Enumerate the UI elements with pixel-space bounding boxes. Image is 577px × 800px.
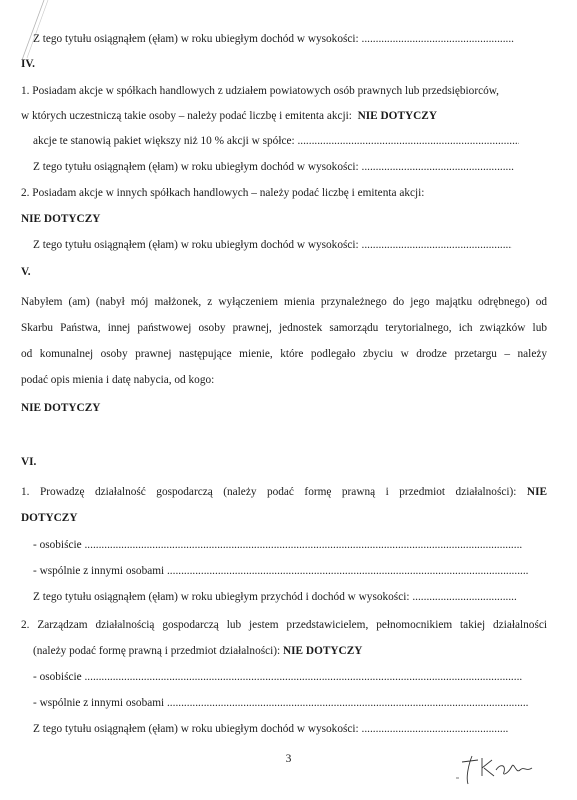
section-vi-p2-personal: - osobiście ..... xyxy=(33,670,547,684)
section-vi-p2-line-a: 2. Zarządzam działalnością gospodarczą lub jestem przedstawicielem, pełnomocnikiem takiej działalności xyxy=(21,619,547,631)
section-v-heading: V. xyxy=(21,266,31,278)
not-applicable-value: NIE DOTYCZY xyxy=(357,110,437,122)
section-iv-p1-line-a: 1. Posiadam akcje w spółkach handlowych z udziałem powiatowych osób prawnych lub przedsiębiorców, xyxy=(21,85,499,97)
section-vi-p1-income: Z tego tytułu osiągnąłem (ęłam) w roku ubiegłym przychód i dochód w wysokości: ..... xyxy=(33,590,547,604)
section-v-line-b: Skarbu Państwa, innej państwowej osoby prawnej, jednostek samorządu terytorialnego, ich związków lub xyxy=(21,322,547,334)
section-vi-p2-jointly: - wspólnie z innymi osobami ..... xyxy=(33,696,547,710)
section-vi-heading: VI. xyxy=(21,456,37,468)
section-v-value: NIE DOTYCZY xyxy=(21,402,101,414)
section-vi-p1-line-a: 1. Prowadzę działalność gospodarczą (należy podać formę prawną i przedmiot działalności): NIE xyxy=(21,486,547,498)
section-iv-p2-value: NIE DOTYCZY xyxy=(21,213,101,225)
section-v-line-d: podać opis mienia i datę nabycia, od kogo: xyxy=(21,374,215,386)
page-number: 3 xyxy=(285,753,292,765)
section-iv-p2-line-c: Z tego tytułu osiągnąłem (ęłam) w roku ubiegłym dochód w wysokości: ..... xyxy=(33,238,547,252)
section-iv-p1-line-d: Z tego tytułu osiągnąłem (ęłam) w roku ubiegłym dochód w wysokości: ..... xyxy=(33,160,547,174)
section-vi-p1-jointly: - wspólnie z innymi osobami ..... xyxy=(33,564,547,578)
section-iv-p1-line-b: w których uczestniczą takie osoby – należy podać liczbę i emitenta akcji: NIE DOTYCZY xyxy=(21,110,437,122)
handwritten-signature xyxy=(452,748,552,788)
section-iv-p1-line-c: akcje te stanowią pakiet większy niż 10 % akcji w spółce: ..... xyxy=(33,134,547,148)
section-vi-p1-value: DOTYCZY xyxy=(21,512,78,524)
section-v-line-a: Nabyłem (am) (nabył mój małżonek, z wyłączeniem mienia przynależnego do jego majątku odrębnego) od xyxy=(21,296,547,308)
section-vi-p1-personal: - osobiście ..... xyxy=(33,538,547,552)
section-vi-p2-line-b: (należy podać formę prawną i przedmiot działalności): NIE DOTYCZY xyxy=(33,645,363,657)
line-income-1: Z tego tytułu osiągnąłem (ęłam) w roku ubiegłym dochód w wysokości: ..... xyxy=(33,32,547,46)
section-iv-p2-line-a: 2. Posiadam akcje w innych spółkach handlowych – należy podać liczbę i emitenta akcji: xyxy=(21,187,425,199)
section-v-line-c: od komunalnej osoby prawnej następujące mienie, które podlegało zbyciu w drodze przetargu – należy xyxy=(21,348,547,360)
section-vi-p2-income: Z tego tytułu osiągnąłem (ęłam) w roku ubiegłym dochód w wysokości: ..... xyxy=(33,722,547,736)
section-iv-heading: IV. xyxy=(21,58,35,70)
